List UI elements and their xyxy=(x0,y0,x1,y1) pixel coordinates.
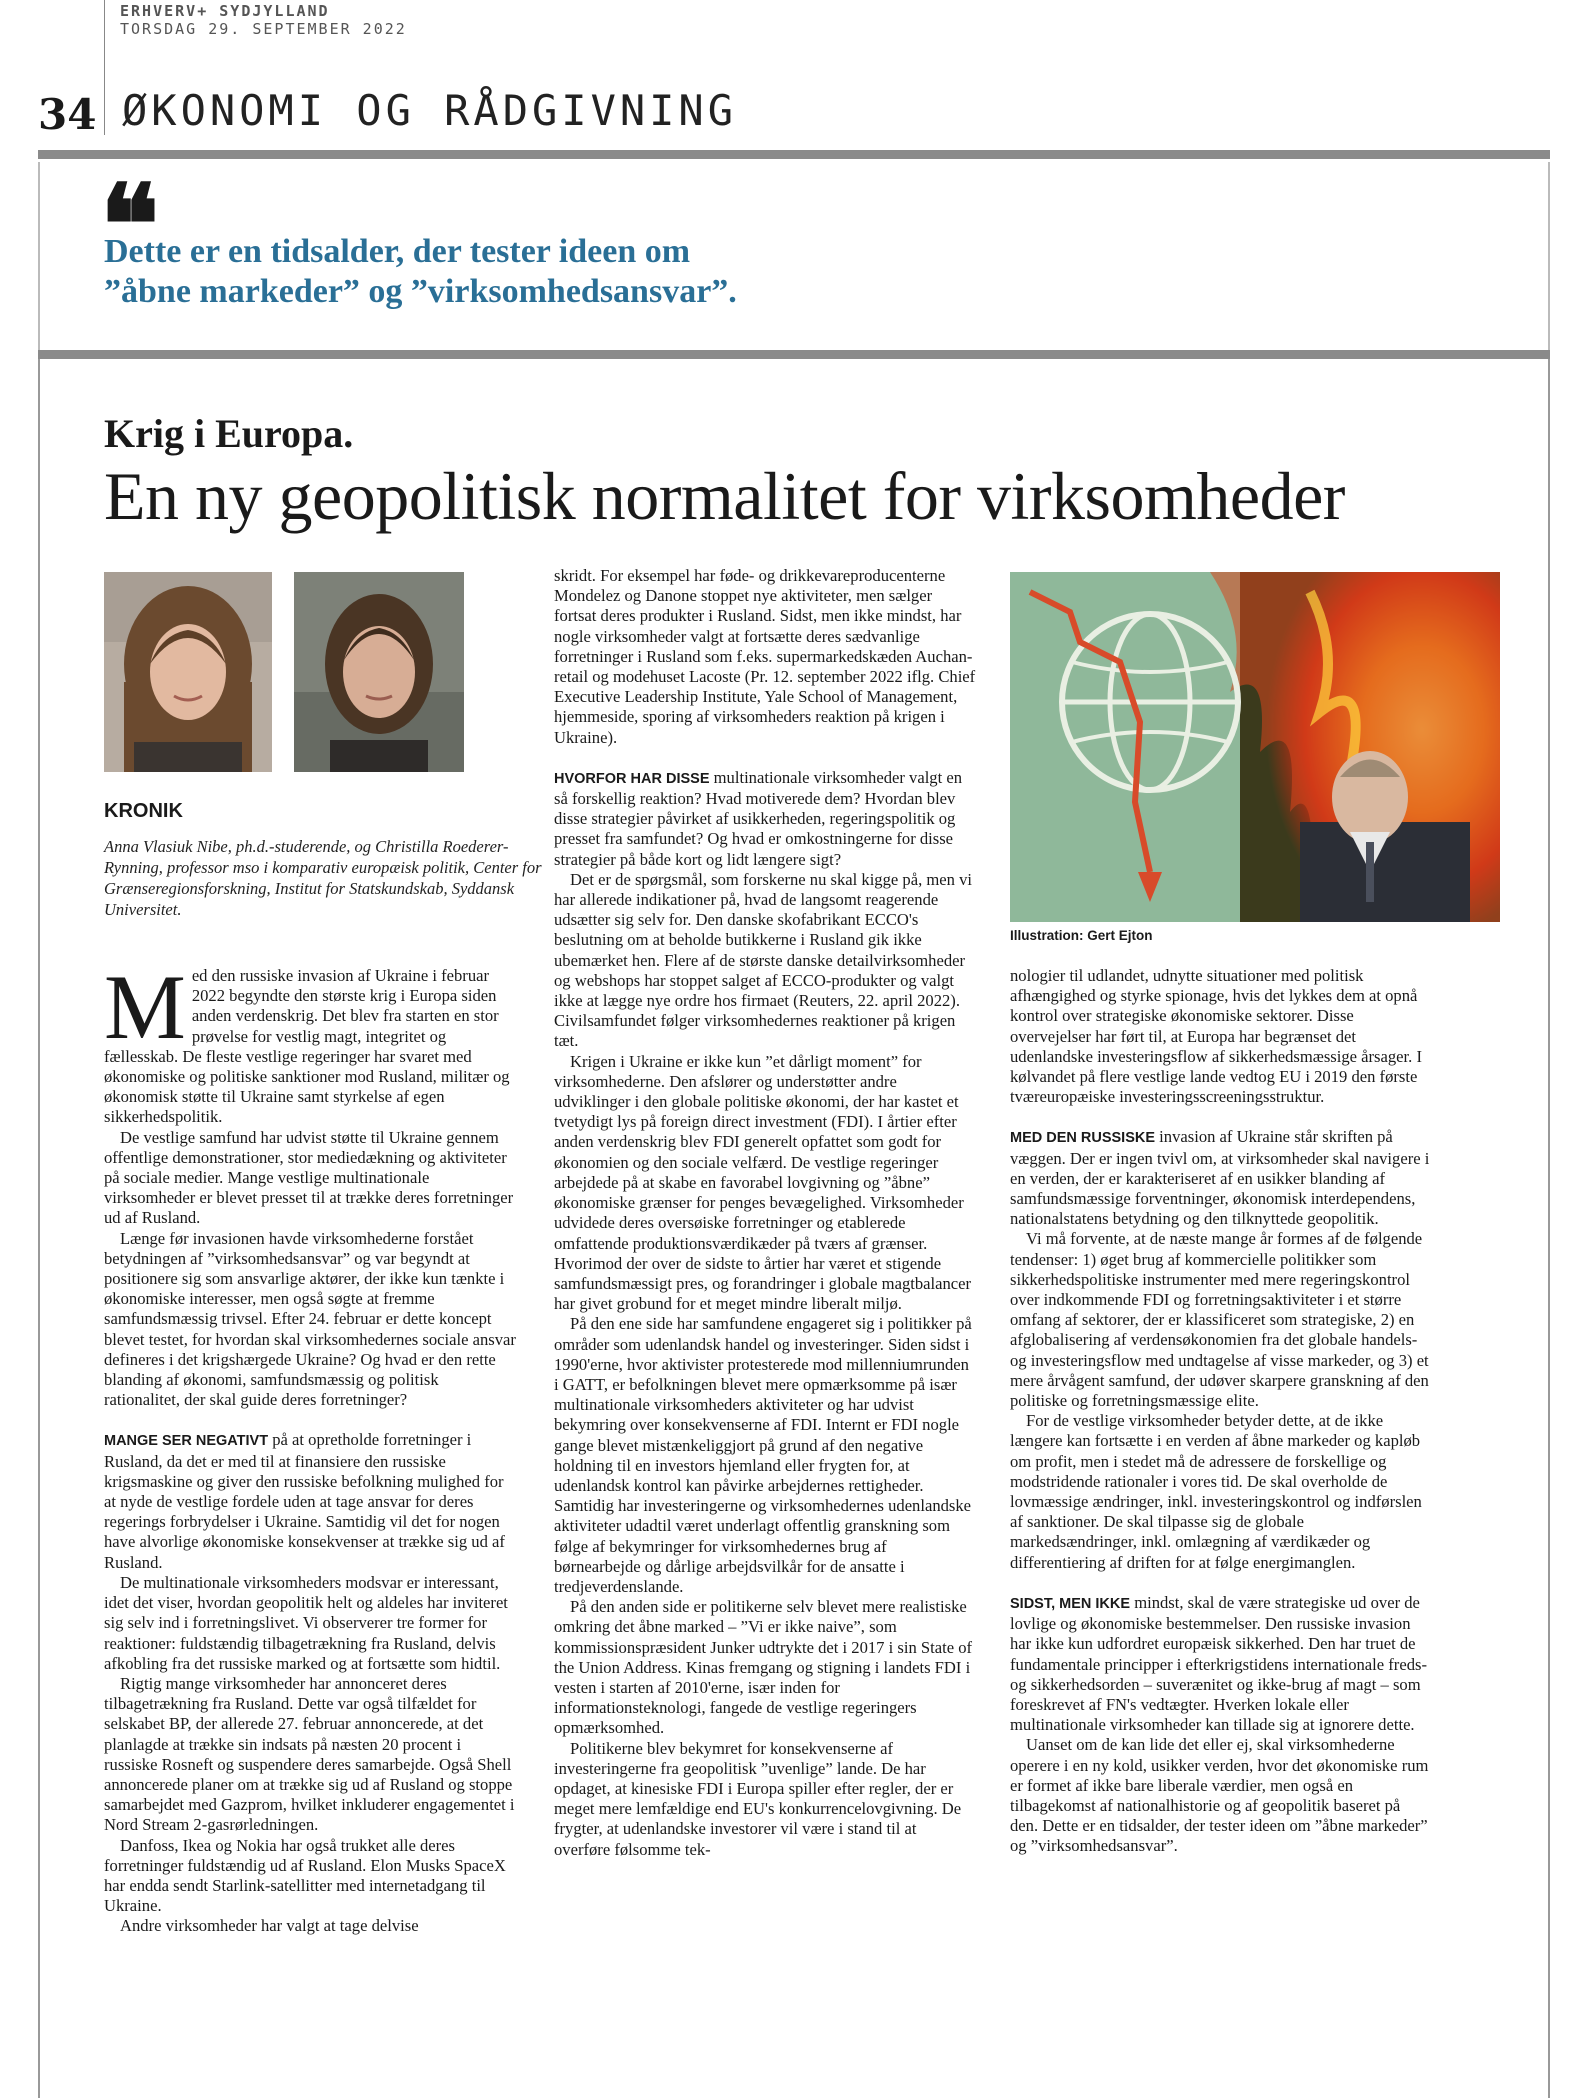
lead-in: MED DEN RUSSISKE xyxy=(1010,1130,1156,1147)
quote-frame-right xyxy=(1548,162,1550,350)
paragraph-text: De multinationale virksomheders modsvar er interessant, idet det viser, hvordan geopolitik helt og aldeles har inviteret sig selv ind i forretningslivet. Vi observerer tre former for reaktioner: fuldstændig tilbagetrækning fra Rusland, delvis afkobling fra det russiske marked og at fortsætte som hidtil. xyxy=(104,1572,508,1673)
section-title: ØKONOMI OG RÅDGIVNING xyxy=(122,86,738,135)
paragraph-text: På den anden side er politikerne selv blevet mere realistiske omkring det åbne marked – ”Vi er ikke naive”, som kommissionspræsident Junker udtrykte det i 2017 i sin State of the Union Address. Kinas fremgang og stigning i landets FDI i vesten i starten af 2010'erne, især inden for informationsteknologi, fangede de vestlige regeringers opmærksomhed. xyxy=(554,1597,973,1738)
article-illustration xyxy=(1010,572,1500,922)
pull-quote xyxy=(104,232,1404,312)
paragraph xyxy=(554,1739,976,1860)
paragraph xyxy=(554,870,976,1052)
paragraph xyxy=(104,956,516,1128)
article-frame-right xyxy=(1548,359,1550,2098)
paragraph-text: skridt. For eksempel har føde- og drikkevareproducenterne Mondelez og Danone stoppet nye aktiviteter, men sælger fortsat deres produkter i Rusland. Sidst, men ikke mindst, har nogle virksomheder valgt at fortsætte deres sædvanlige forretninger i Rusland som f.eks. supermarkedskæden Auchan-retail og modehuset Lacoste (Pr. 12. september 2022 iflg. Chief Executive Leadership Institute, Yale School of Management, hjemmeside, sporing af virksomheders reaktion på krigen i Ukraine). xyxy=(554,566,976,747)
paragraph xyxy=(104,1916,516,1936)
paragraph xyxy=(104,1674,516,1836)
top-rule xyxy=(38,150,1550,159)
paragraph xyxy=(104,1573,516,1674)
paragraph xyxy=(1010,966,1430,1107)
masthead-date: TORSDAG 29. SEPTEMBER 2022 xyxy=(120,20,407,38)
article-top-rule xyxy=(38,350,1550,359)
kronik-label: KRONIK xyxy=(104,800,183,822)
illustration-credit: Illustration: Gert Ejton xyxy=(1010,928,1153,943)
paragraph xyxy=(104,1128,516,1229)
page-number: 34 xyxy=(38,90,97,139)
paragraph-text: Uanset om de kan lide det eller ej, skal virksomhederne operere i en ny kold, usikker verden, hvor det økonomiske rum er formet af ikke bare liberale værdier, men også en tilbagekomst af nationalhistorie og af geopolitik baseret på den. Dette er en tidsalder, der tester ideen om ”åbne markeder” og ”virksomhedsansvar”. xyxy=(1010,1735,1429,1856)
paragraph-text: Danfoss, Ikea og Nokia har også trukket alle deres forretninger fuldstændig ud af Rusland. Elon Musks SpaceX har endda sendt Starlink-satellitter med internetadgang til Ukraine. xyxy=(104,1835,506,1916)
paragraph-text: invasion af Ukraine står skriften på væggen. Der er ingen tvivl om, at virksomheder skal navigere i en verden, der er karakteriseret af en usikker blanding af samfundsmæssige forventninger, økonomisk interdependens, nationalstatens betydning og den tilknyttede geopolitik. xyxy=(1010,1127,1430,1229)
paragraph-text: Andre virksomheder har valgt at tage delvise xyxy=(120,1916,419,1936)
quote-mark-icon: ❝ xyxy=(100,160,160,289)
paragraph-text: mindst, skal de være strategiske ud over de lovlige og økonomiske bestemmelser. Den russiske invasion har ikke kun udfordret europæisk sikkerhed. Den har truet de fundamentale principper i efterkrigstidens internationale freds- og sikkerhedsorden – suverænitet og ikke-brug af magt – som foreskrevet af FN's vedtægter. Hverken lokale eller multinationale virksomheder kan tillade sig at ignorere dette. xyxy=(1010,1592,1427,1735)
masthead xyxy=(120,2,407,38)
author-photo-christilla xyxy=(294,572,464,772)
paragraph xyxy=(554,1314,976,1597)
paragraph xyxy=(554,768,976,870)
paragraph-text: nologier til udlandet, udnytte situationer med politisk afhængighed og styrke spionage, hvis det lykkes dem at opnå kontrol over strategiske økonomiske sektorer. Disse overvejelser har ført til, at Europa har begrænset det udenlandske investeringsflow af sikkerhedsmæssige årsager. I kølvandet på flere vestlige lande vedtog EU i 2019 den første tværeuropæiske investeringsscreeningsstruktur. xyxy=(1010,966,1422,1107)
paragraph-text: Krigen i Ukraine er ikke kun ”et dårligt moment” for virksomhederne. Den afslører og understøtter andre udviklinger i den globale politiske økonomi, der har kastet et tvetydigt lys på foreign direct investment (FDI). I årtier efter anden verdenskrig blev FDI generelt opfattet som godt for økonomien og den sociale velfærd. De vestlige regeringer arbejdede på at skabe en favorabel lovgivning og ”åbne” økonomiske grænser for penges bevægelighed. Virksomheder udvidede deres oversøiske forretninger og etablerede omfattende produktionsværdikæder på tværs af grænser. Hvorimod der over de sidste to årtier har været et stigende samfundsmæssigt pres, og forandringer i globale magtbalancer har givet grobund for et meget mindre liberalt miljø. xyxy=(554,1051,972,1314)
paragraph-text: På den ene side har samfundene engageret sig i politikker på områder som udenlandsk handel og investeringer. Siden sidst i 1990'erne, hvor aktivister protesterede mod millenniumrunden i GATT, er befolkningen blevet mere opmærksomme på især multinationale virksomheders aktiviteter og har udvist bekymring over konsekvenserne af FDI. Internt er FDI nogle gange blevet mistænkeliggjort på grund af den negative holdning til en investors hjemland eller frygten for, at udenlandsk kontrol kan påvirke arbejdernes rettigheder. Samtidig har investeringerne og virksomhedernes udenlandske aktiviteter udadtil været underlagt offentlig granskning som følge af bekymringer for virksomhedernes brug af børnearbejde og dårlige arbejdsvilkår for de ansatte i tredjeverdenslande. xyxy=(554,1314,972,1596)
paragraph xyxy=(104,1836,516,1917)
article-frame-left xyxy=(38,359,40,2098)
paragraph-text: Politikerne blev bekymret for konsekvenserne af investeringerne fra geopolitisk ”uvenlige” lande. De har opdaget, at kinesiske FDI i Europa spiller efter regler, der er meget mere lemfældige end EU's konkurrencelovgivning. De frygter, at udenlandske investorer vil være i stand til at overføre følsomme tek- xyxy=(554,1738,962,1859)
pull-quote-line-1: Dette er en tidsalder, der tester ideen om xyxy=(104,233,691,270)
paragraph-text: De vestlige samfund har udvist støtte til Ukraine gennem offentlige demonstrationer, stor mediedækning og aktiviteter på sociale medier. Mange vestlige multinationale virksomheder er blevet presset til at trække deres forretninger ud af Rusland. xyxy=(104,1127,514,1228)
paragraph xyxy=(1010,1593,1430,1735)
paragraph-text: Det er de spørgsmål, som forskerne nu skal kigge på, men vi har allerede indikationer på, hvad de langsomt reagerende udsætter sig selv for. Den danske skofabrikant ECCO's beslutning om at beholde butikkerne i Rusland gik ikke ubemærket hen. Flere af de største danske detailvirksomheder og webshops har stoppet salget af ECCO-produkter og valgt ikke at lægge nye ordre hos firmaet (Reuters, 22. april 2022). Civilsamfundet følger virksomhedernes reaktioner på krigen tæt. xyxy=(554,869,973,1051)
paragraph-text: Rigtig mange virksomheder har annonceret deres tilbagetrækning fra Rusland. Dette var også tilfældet for selskabet BP, der allerede 27. februar annoncerede, at det planlagde at trække sin indsats på næsten 20 procent i russiske Rosneft og suspendere deres samarbejde. Også Shell annoncerede planer om at trække sig ud af Rusland og stoppe samarbejdet med Gazprom, hvilket inkluderer engagementet i Nord Stream 2-gasrørledningen. xyxy=(104,1673,515,1835)
author-photo-anna xyxy=(104,572,272,772)
quote-frame-left xyxy=(38,162,40,350)
paragraph-text: multinationale virksomheder valgt en så forskellig reaktion? Hvad motiverede dem? Hvordan blev disse strategier påvirket af usikkerheden, regeringspolitik og presset fra samfundet? Og hvad er omkostningerne for disse strategier på både kort og lidt længere sigt? xyxy=(554,767,963,869)
paragraph xyxy=(1010,1127,1430,1229)
lead-in: MANGE SER NEGATIVT xyxy=(104,1433,269,1450)
paragraph-text: ed den russiske invasion af Ukraine i februar 2022 begyndte den største krig i Europa siden anden verdenskrig. Det blev fra starten en stor prøvelse for vestlig magt, integritet og fællesskab. De fleste vestlige regeringer har svaret med økonomiske og politiske sanktioner mod Rusland, militær og økonomisk støtte til Ukraine samt styrkelse af egen sikkerhedspolitik. xyxy=(104,966,510,1127)
pull-quote-line-2: ”åbne markeder” og ”virksomhedsansvar”. xyxy=(104,273,737,310)
paragraph xyxy=(554,566,976,748)
paragraph xyxy=(104,1430,516,1572)
article-headline: En ny geopolitisk normalitet for virksomheder xyxy=(104,458,1345,534)
header-divider xyxy=(104,0,105,135)
article-column-1 xyxy=(104,956,516,1937)
article-kicker: Krig i Europa. xyxy=(104,411,354,456)
article-column-2 xyxy=(554,566,976,1860)
lead-in: SIDST, MEN IKKE xyxy=(1010,1595,1131,1612)
paragraph xyxy=(1010,1411,1430,1573)
paragraph xyxy=(554,1052,976,1315)
drop-cap: M xyxy=(104,956,186,1058)
byline: Anna Vlasiuk Nibe, ph.d.-studerende, og Christilla Roederer-Rynning, professor mso i komparativ europæisk politik, Center for Grænseregionsforskning, Institut for Statskundskab, Syddansk Universitet. xyxy=(104,837,542,919)
masthead-name: ERHVERV+ SYDJYLLAND xyxy=(120,2,330,20)
paragraph-text: For de vestlige virksomheder betyder dette, at de ikke længere kan fortsætte i en verden af åbne markeder og kapløb om profit, men i stedet må de adressere de forskellige og modstridende rationaler i vores tid. De skal overholde de lovmæssige ændringer, inkl. investeringskontrol og indførslen af sanktioner. De skal tilpasse sig de globale markedsændringer, inkl. omlægning af værdikæder og differentiering af driften for at følge energimanglen. xyxy=(1010,1411,1422,1572)
paragraph-text: på at opretholde forretninger i Rusland, da det er med til at finansiere den russiske krigsmaskine og giver den russiske befolkning mulighed for at nyde de vestlige fordele uden at tage ansvar for deres regerings forbrydelser i Ukraine. Samtidig vil det for nogen have alvorlige økonomiske konsekvenser at trække sig ud af Rusland. xyxy=(104,1430,505,1572)
paragraph xyxy=(554,1597,976,1738)
paragraph-text: Vi må forvente, at de næste mange år formes af de følgende tendenser: 1) øget brug af kommercielle politikker som sikkerhedspolitiske instrumenter med mere regeringskontrol over indkommende FDI og forretningsaktiviteter i et større omfang af sektorer, der er klassificeret som strategiske, 2) en afglobalisering af verdensøkonomien fra det globale handels- og investeringsflow med undtagelse af visse markeder, og 3) et mere årvågent samfund, der udøver skarpere granskning af den politiske og forretningsmæssige elite. xyxy=(1010,1229,1429,1411)
paragraph xyxy=(1010,1229,1430,1411)
paragraph-text: Længe før invasionen havde virksomhederne forstået betydningen af ”virksomhedsansvar” og var begyndt at positionere sig som ansvarlige aktører, der ikke kun tænkte i økonomiske interesser, men også søgte at fremme samfundsmæssig trivsel. Efter 24. februar er dette koncept blevet testet, for hvordan skal virksomhedernes sociale ansvar defineres i det krigshærgede Ukraine? Og hvad er den rette blanding af økonomi, samfundsmæssig og politisk rationalitet, der skal guide deres forretninger? xyxy=(104,1228,516,1410)
article-column-3 xyxy=(1010,966,1430,1857)
lead-in: HVORFOR HAR DISSE xyxy=(554,770,710,787)
paragraph xyxy=(1010,1735,1430,1856)
paragraph xyxy=(104,1229,516,1411)
